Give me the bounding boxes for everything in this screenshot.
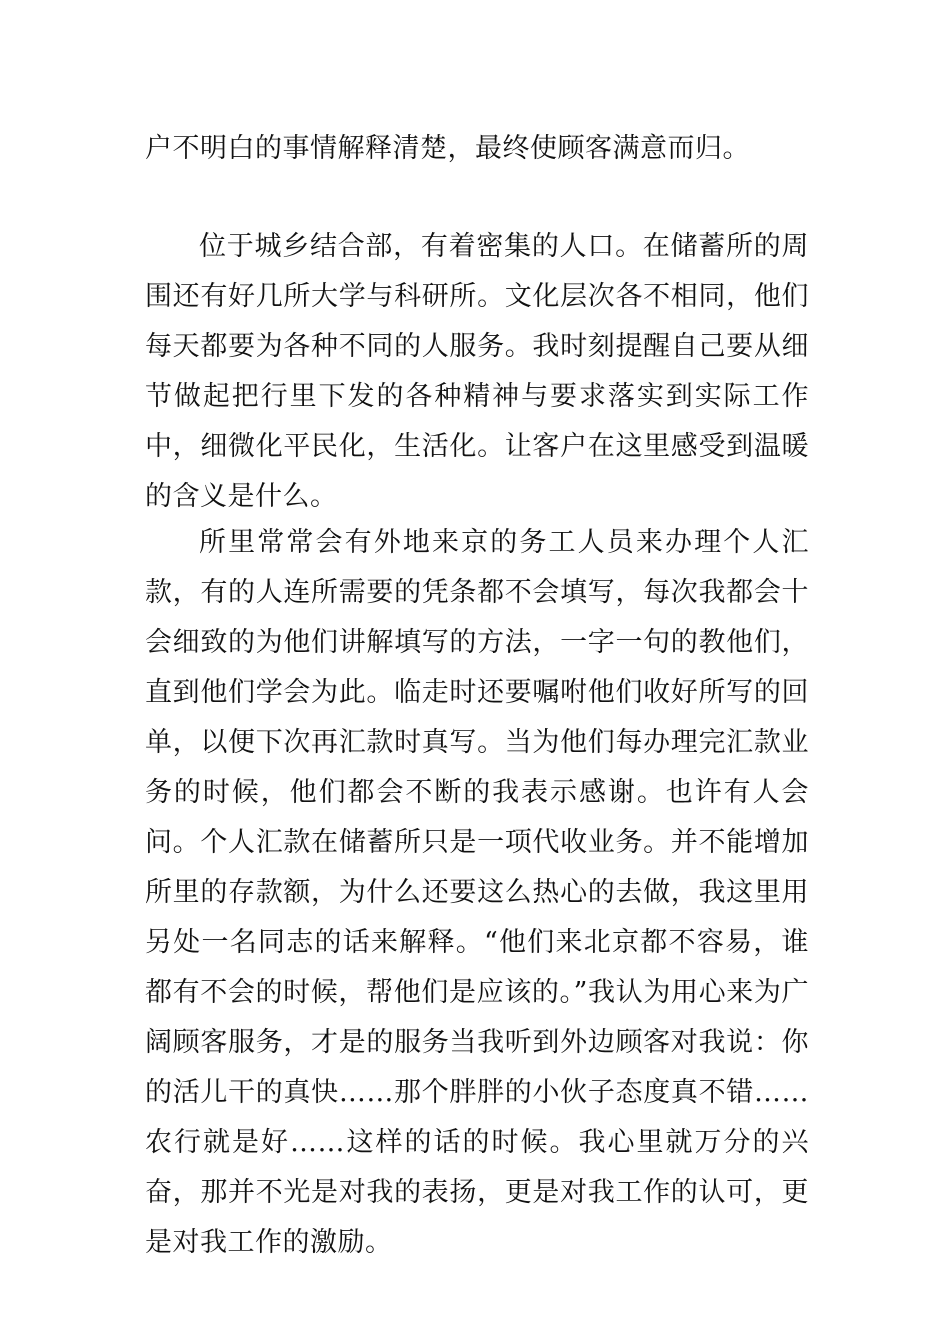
paragraph-continuation: 户不明白的事情解释清楚，最终使顾客满意而归。 bbox=[145, 133, 750, 164]
paragraph-location: 位于城乡结合部，有着密集的人口。在储蓄所的周围还有好几所大学与科研所。文化层次各不相同，他们每天都要为各种不同的人服务。我时刻提醒自己要从细节做起把行里下发的各种精神与要求落实到实际工作中，细微化平民化，生活化。让客户在这里感受到温暖的含义是什么。 bbox=[145, 231, 809, 512]
paragraph-remittance: 所里常常会有外地来京的务工人员来办理个人汇款，有的人连所需要的凭条都不会填写，每次我都会十会细致的为他们讲解填写的方法，一字一句的教他们，直到他们学会为此。临走时还要嘱咐他们收好所写的回单，以便下次再汇款时真写。当为他们每办理完汇款业务的时候，他们都会不断的我表示感谢。也许有人会问。个人汇款在储蓄所只是一项代收业务。并不能增加所里的存款额，为什么还要这么热心的去做，我这里用另处一名同志的话来解释。“他们来北京都不容易，谁都有不会的时候，帮他们是应该的。”我认为用心来为广阔顾客服务，才是的服务当我听到外边顾客对我说：你的活儿干的真快……那个胖胖的小伙子态度真不错……农行就是好……这样的话的时候。我心里就万分的兴奋，那并不光是对我的表扬，更是对我工作的认可，更是对我工作的激励。 bbox=[145, 527, 809, 1258]
